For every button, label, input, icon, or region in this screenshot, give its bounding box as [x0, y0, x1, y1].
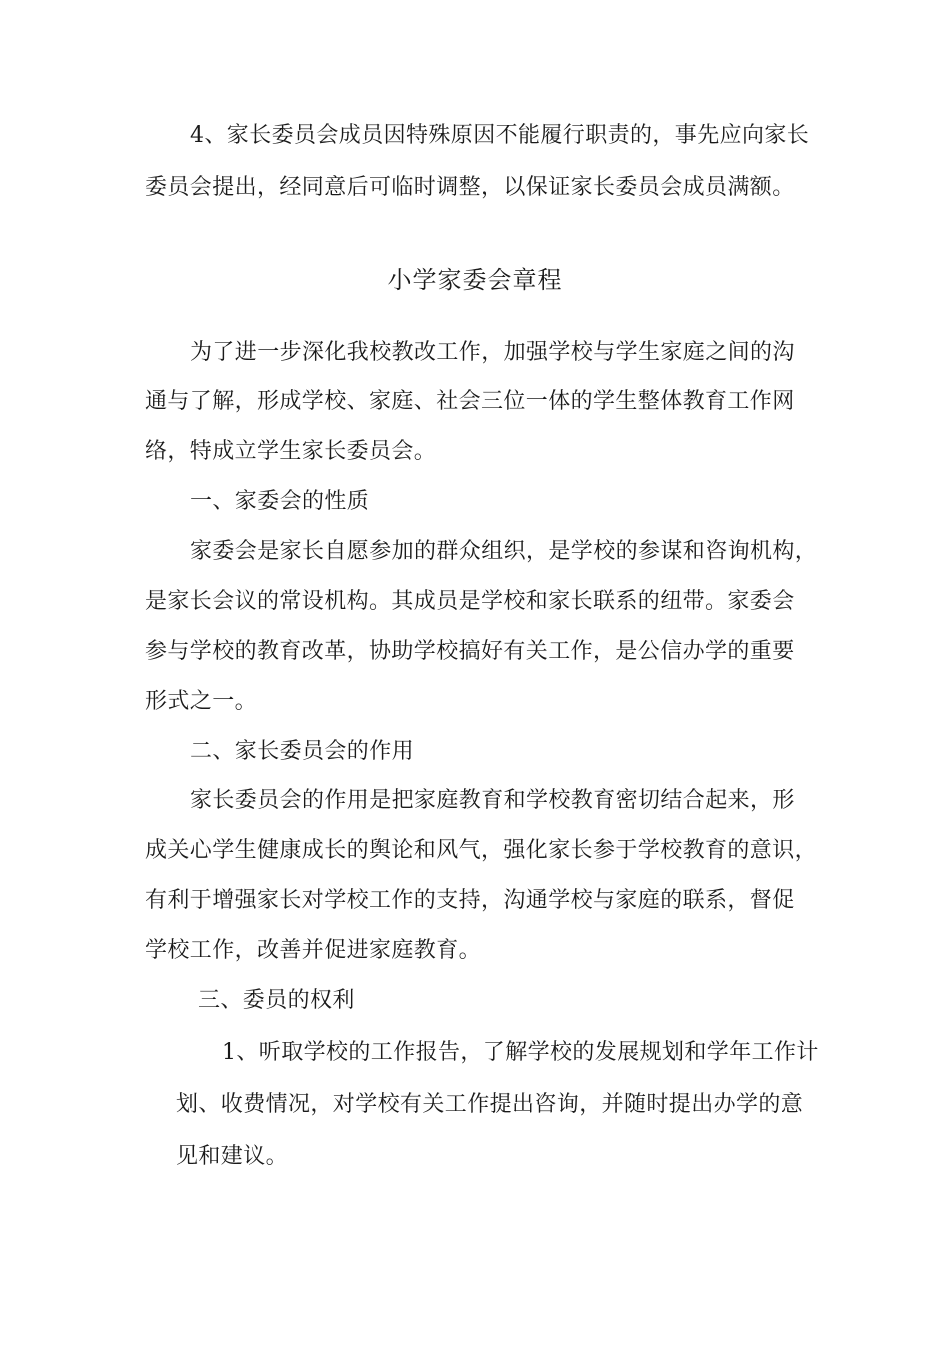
paragraph-line: 1、听取学校的工作报告，了解学校的发展规划和学年工作计 [222, 1040, 819, 1065]
paragraph-line: 4、家长委员会成员因特殊原因不能履行职责的，事先应向家长 [190, 123, 810, 148]
paragraph-line: 参与学校的教育改革，协助学校搞好有关工作，是公信办学的重要 [145, 639, 795, 664]
paragraph-line: 形式之一。 [145, 689, 258, 714]
paragraph-line: 委员会提出，经同意后可临时调整，以保证家长委员会成员满额。 [145, 175, 795, 200]
section-heading: 二、家长委员会的作用 [190, 739, 415, 764]
paragraph-line: 是家长会议的常设机构。其成员是学校和家长联系的纽带。家委会 [145, 589, 795, 614]
paragraph-line: 划、收费情况，对学校有关工作提出咨询，并随时提出办学的意 [176, 1092, 804, 1117]
section-heading: 一、家委会的性质 [190, 489, 370, 514]
paragraph-line: 学校工作，改善并促进家庭教育。 [145, 938, 482, 963]
paragraph-line: 为了进一步深化我校教改工作，加强学校与学生家庭之间的沟 [190, 340, 795, 365]
paragraph-line: 家委会是家长自愿参加的群众组织，是学校的参谋和咨询机构， [190, 539, 818, 564]
section-heading: 三、委员的权利 [198, 988, 355, 1013]
paragraph-line: 有利于增强家长对学校工作的支持，沟通学校与家庭的联系，督促 [145, 888, 795, 913]
document-title: 小学家委会章程 [387, 266, 563, 294]
paragraph-line: 络，特成立学生家长委员会。 [145, 439, 437, 464]
paragraph-line: 通与了解，形成学校、家庭、社会三位一体的学生整体教育工作网 [145, 389, 795, 414]
paragraph-line: 家长委员会的作用是把家庭教育和学校教育密切结合起来，形 [190, 788, 795, 813]
paragraph-line: 见和建议。 [176, 1144, 289, 1169]
paragraph-line: 成关心学生健康成长的舆论和风气，强化家长参于学校教育的意识， [145, 838, 818, 863]
